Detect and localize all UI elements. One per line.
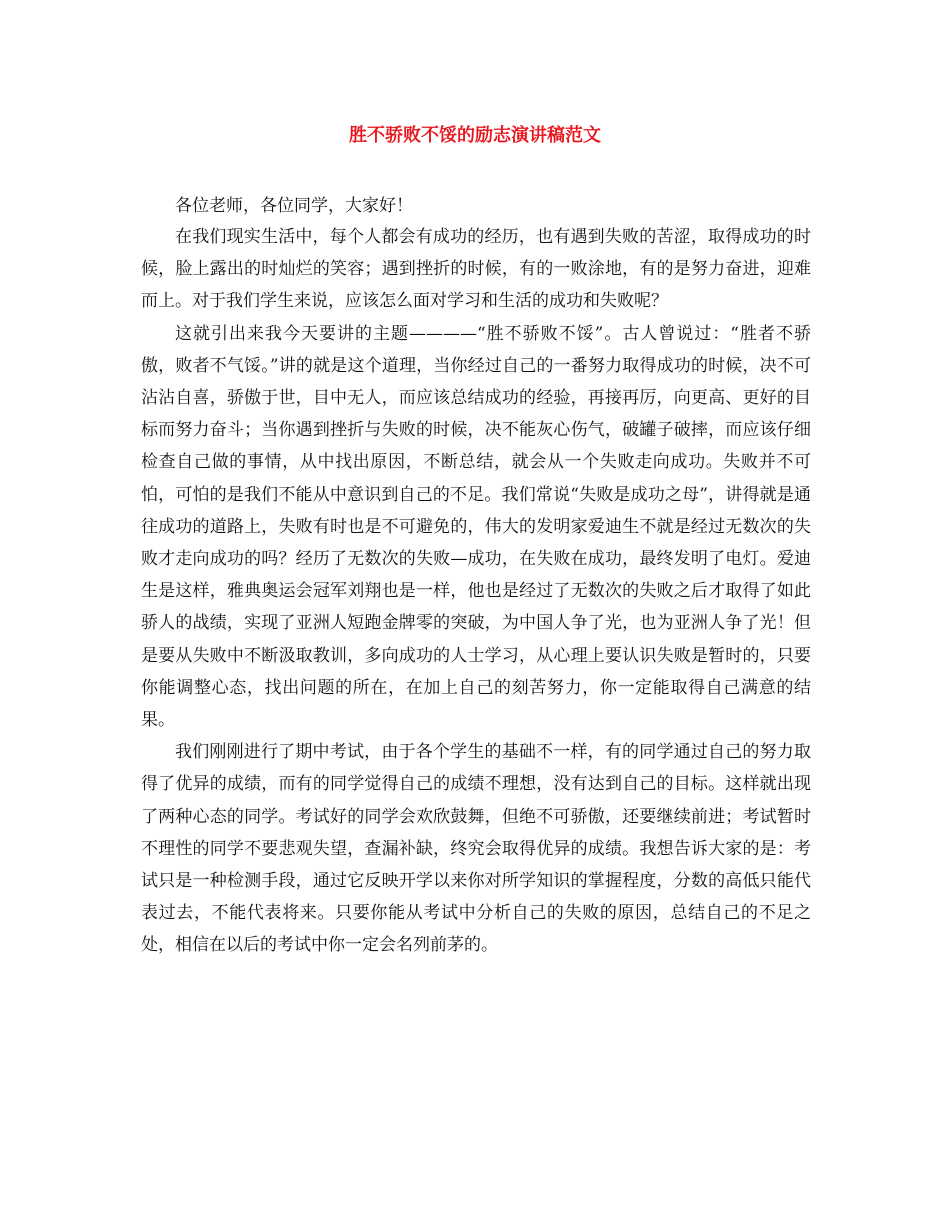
document-body: [141, 192, 811, 962]
paragraph-greeting: 各位老师，各位同学，大家好！: [175, 196, 413, 216]
paragraph-theme: 这就引出来我今天要讲的主题————“胜不骄败不馁”。古人曾说过：“胜者不骄傲，败者不气馁。”讲的就是这个道理，当你经过自己的一番努力取得成功的时候，决不可沾沾自喜，骄傲于世，目中无人，而应该总结成功的经验，再接再厉，向更高、更好的目标而努力奋斗；当你遇到挫折与失败的时候，决不能灰心伤气，破罐子破摔，而应该仔细检查自己做的事情，从中找出原因，不断总结，就会从一个失败走向成功。失败并不可怕，可怕的是我们不能从中意识到自己的不足。我们常说“失败是成功之母”，讲得就是通往成功的道路上，失败有时也是不可避免的，伟大的发明家爱迪生不就是经过无数次的失败才走向成功的吗？经历了无数次的失败—成功，在失败在成功，最终发明了电灯。爱迪生是这样，雅典奥运会冠军刘翔也是一样，他也是经过了无数次的失败之后才取得了如此骄人的战绩，实现了亚洲人短跑金牌零的突破，为中国人争了光，也为亚洲人争了光！但是要从失败中不断汲取教训，多向成功的人士学习，从心理上要认识失败是暂时的，只要你能调整心态，找出问题的所在，在加上自己的刻苦努力，你一定能取得自己满意的结果。: [141, 323, 811, 731]
paragraph-intro: 在我们现实生活中，每个人都会有成功的经历，也有遇到失败的苦涩，取得成功的时候，脸上露出的时灿烂的笑容；遇到挫折的时候，有的一败涂地，有的是努力奋进，迎难而上。对于我们学生来说，应该怎么面对学习和生活的成功和失败呢？: [141, 227, 811, 312]
document-title: 胜不骄败不馁的励志演讲稿范文: [349, 125, 601, 146]
paragraph-exam: 我们刚刚进行了期中考试，由于各个学生的基础不一样，有的同学通过自己的努力取得了优异的成绩，而有的同学觉得自己的成绩不理想，没有达到自己的目标。这样就出现了两种心态的同学。考试好的同学会欢欣鼓舞，但绝不可骄傲，还要继续前进；考试暂时不理性的同学不要悲观失望，查漏补缺，终究会取得优异的成绩。我想告诉大家的是：考试只是一种检测手段，通过它反映开学以来你对所学知识的掌握程度，分数的高低只能代表过去，不能代表将来。只要你能从考试中分析自己的失败的原因，总结自己的不足之处，相信在以后的考试中你一定会名列前茅的。: [141, 742, 811, 956]
